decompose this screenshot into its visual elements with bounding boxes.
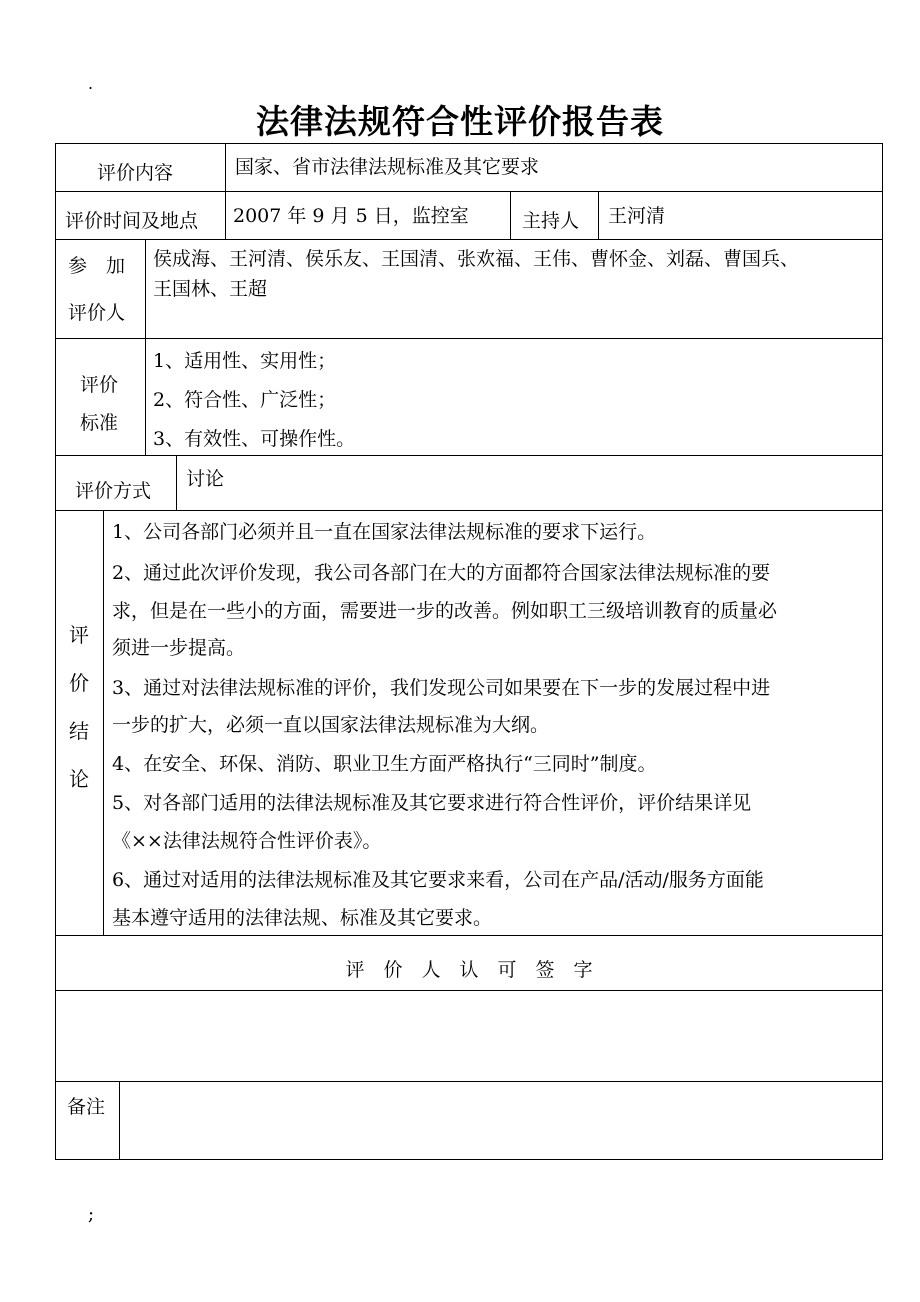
criteria-item: 3、有效性、可操作性。 [153,428,356,450]
signature-label: 评 价 人 认 可 签 字 [345,959,593,981]
conclusion-line: 6、通过对适用的法律法规标准及其它要求来看，公司在产品/活动/服务方面能 [112,869,764,891]
conclusion-line: 3、通过对法律法规标准的评价，我们发现公司如果要在下一步的发展过程中进 [112,677,771,699]
conclusion-line: 5、对各部门适用的法律法规标准及其它要求进行符合性评价，评价结果详见 [112,792,752,814]
page-title: 法律法规符合性评价报告表 [256,102,664,141]
participants-label-line1: 参 加 [68,255,126,277]
host-label: 主持人 [522,210,580,232]
time-place-label: 评价时间及地点 [65,210,199,232]
bottom-mark: ; [88,1204,95,1225]
conclusion-label-char: 论 [69,767,89,791]
method-value: 讨论 [186,468,225,490]
top-mark: . [88,74,94,93]
conclusion-line: 一步的扩大，必须一直以国家法律法规标准为大纲。 [112,714,550,736]
conclusion-label-char: 结 [69,719,89,743]
conclusion-line: 须进一步提高。 [112,637,246,659]
conclusion-line: 2、通过此次评价发现，我公司各部门在大的方面都符合国家法律法规标准的要 [112,562,771,584]
conclusion-label-char: 评 [69,623,89,647]
participants-line2: 王国林、王超 [153,278,268,300]
conclusion-label-char: 价 [69,671,89,695]
criteria-item: 1、适用性、实用性； [153,350,337,372]
host-value: 王河清 [608,205,666,227]
participants-label-line2: 评价人 [68,302,126,324]
method-label: 评价方式 [75,480,152,502]
time-place-value: 2007 年 9 月 5 日，监控室 [233,205,469,227]
participants-line1: 侯成海、王河清、侯乐友、王国清、张欢福、王伟、曹怀金、刘磊、曹国兵、 [153,248,800,270]
criteria-item: 2、符合性、广泛性； [153,389,337,411]
content-value: 国家、省市法律法规标准及其它要求 [235,156,540,178]
conclusion-line: 《××法律法规符合性评价表》。 [112,830,382,852]
remarks-area [126,1090,876,1154]
conclusion-line: 4、在安全、环保、消防、职业卫生方面严格执行“三同时”制度。 [112,753,657,775]
signature-area [60,1000,878,1075]
conclusion-line: 基本遵守适用的法律法规、标准及其它要求。 [112,907,493,929]
criteria-label-line2: 标准 [80,412,119,434]
conclusion-line: 求，但是在一些小的方面，需要进一步的改善。例如职工三级培训教育的质量必 [112,600,778,622]
conclusion-line: 1、公司各部门必须并且一直在国家法律法规标准的要求下运行。 [112,521,657,543]
content-label: 评价内容 [97,162,174,184]
criteria-label-line1: 评价 [80,374,119,396]
remarks-label: 备注 [67,1096,106,1118]
